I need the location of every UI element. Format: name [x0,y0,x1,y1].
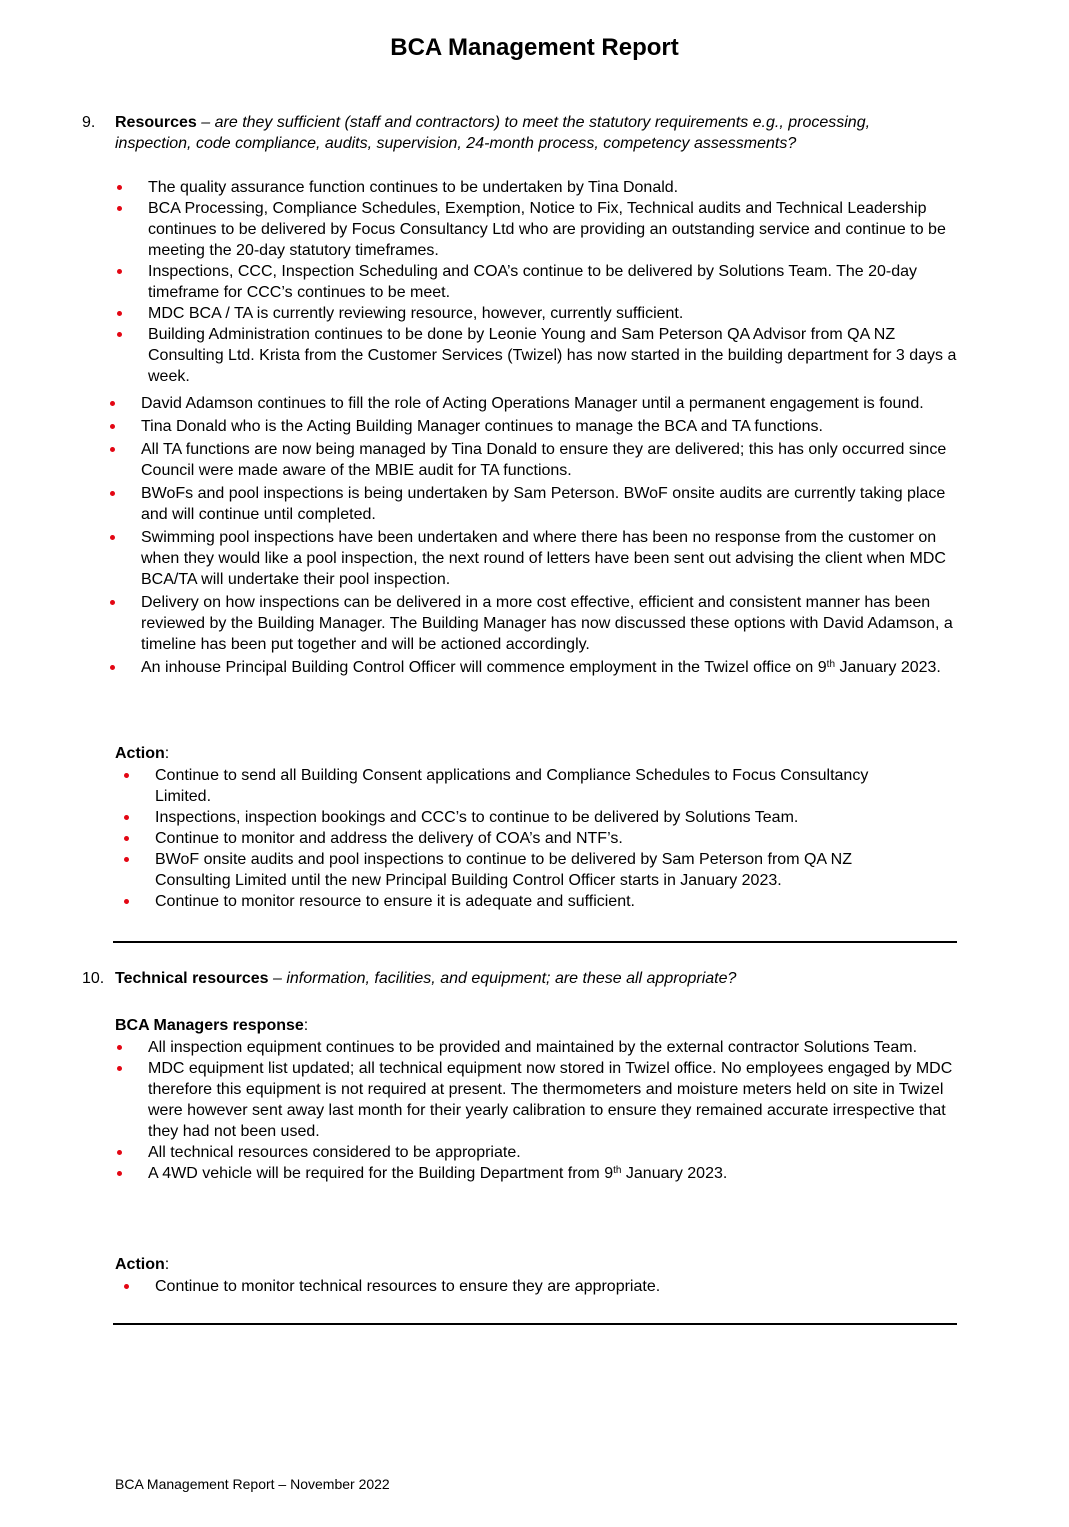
section-9-bullet-list-a [148,177,958,387]
list-item: MDC BCA / TA is currently reviewing resource, however, currently sufficient. [148,303,958,324]
list-item-text: January 2023. [835,659,941,676]
section-9-number: 9. [82,114,96,131]
list-item: Continue to send all Building Consent applications and Compliance Schedules to Focus Consultancy Limited. [155,765,925,807]
section-10-action-label: Action: [115,1256,170,1273]
section-9-bullet-list-b [141,393,959,680]
section-9-heading [82,112,932,154]
list-item: BWoF onsite audits and pool inspections to continue to be delivered by Sam Peterson from QA NZ Consulting Limited until the new Principal Building Control Officer starts in January 2023. [155,849,925,891]
list-item: The quality assurance function continues to be undertaken by Tina Donald. [148,177,958,198]
ordinal-suffix: th [826,659,836,670]
section-9-action-label: Action: [115,745,170,762]
list-item: Building Administration continues to be done by Leonie Young and Sam Peterson QA Advisor from QA NZ Consulting Ltd. Krista from the Customer Services (Twizel) has now started in the building department for 3 days a week. [148,326,957,385]
section-9-action-list [155,765,925,912]
section-divider [113,1323,957,1325]
section-divider [113,941,957,943]
list-item: BWoFs and pool inspections is being undertaken by Sam Peterson. BWoF onsite audits are currently taking place and will continue until completed. [141,483,959,525]
section-9-title: Resources [115,114,197,131]
list-item: Continue to monitor resource to ensure it is adequate and sufficient. [155,891,925,912]
section-10-bullet-list [148,1037,958,1184]
list-item: BCA Processing, Compliance Schedules, Exemption, Notice to Fix, Technical audits and Technical Leadership continues to be delivered by Focus Consultancy Ltd who are providing an outstanding service and continue to be meeting the 20-day statutory timeframes. [148,198,958,261]
list-item: All TA functions are now being managed by Tina Donald to ensure they are delivered; this has only occurred since Council were made aware of the MBIE audit for TA functions. [141,439,959,481]
list-item: Swimming pool inspections have been undertaken and where there has been no response from the customer on when they would like a pool inspection, the next round of letters have been sent out advising the client when MDC BCA/TA will undertake their pool inspection. [141,527,959,590]
list-item: Continue to monitor and address the delivery of COA’s and NTF’s. [155,828,925,849]
list-item: Tina Donald who is the Acting Building Manager continues to manage the BCA and TA functions. [141,416,959,437]
section-10-response-label: BCA Managers response: [115,1017,309,1034]
list-item: Continue to monitor technical resources to ensure they are appropriate. [155,1276,925,1297]
list-item [148,1163,958,1184]
list-item-text: An inhouse Principal Building Control Officer will commence employment in the Twizel office on 9 [141,659,827,676]
list-item [141,657,959,678]
section-10-title: Technical resources [115,970,269,987]
list-item-text: January 2023. [621,1165,728,1182]
list-item: All technical resources considered to be appropriate. [148,1142,958,1163]
list-item: All inspection equipment continues to be provided and maintained by the external contractor Solutions Team. [148,1037,958,1058]
section-9-question: – are they sufficient (staff and contractors) to meet the statutory requirements e.g., processing, inspection, code compliance, audits, supervision, 24-month process, competency assessments? [115,114,871,152]
section-10-action-list [155,1276,925,1297]
list-item: MDC equipment list updated; all technical equipment now stored in Twizel office. No employees engaged by MDC therefore this equipment is not required at present. The thermometers and moisture meters held on site in Twizel were however sent away last month for their yearly calibration to ensure they remained accurate irrespective that they had not been used. [148,1058,958,1142]
section-10-number: 10. [82,970,105,987]
list-item: Delivery on how inspections can be delivered in a more cost effective, efficient and consistent manner has been reviewed by the Building Manager. The Building Manager has now discussed these options with David Adamson, a timeline has been put together and will be actioned accordingly. [141,592,959,655]
list-item: Inspections, inspection bookings and CCC’s to continue to be delivered by Solutions Team. [155,807,925,828]
page-footer: BCA Management Report – November 2022 [115,1476,390,1492]
section-10-heading [82,968,932,989]
ordinal-suffix: th [613,1165,622,1176]
list-item: Inspections, CCC, Inspection Scheduling and COA’s continue to be delivered by Solutions Team. The 20-day timeframe for CCC’s continues to be meet. [148,261,958,303]
list-item: David Adamson continues to fill the role of Acting Operations Manager until a permanent engagement is found. [141,393,959,414]
list-item-text: A 4WD vehicle will be required for the Building Department from 9 [148,1165,614,1182]
section-10-question: – information, facilities, and equipment; are these all appropriate? [268,970,737,987]
page-title: BCA Management Report [390,34,679,61]
